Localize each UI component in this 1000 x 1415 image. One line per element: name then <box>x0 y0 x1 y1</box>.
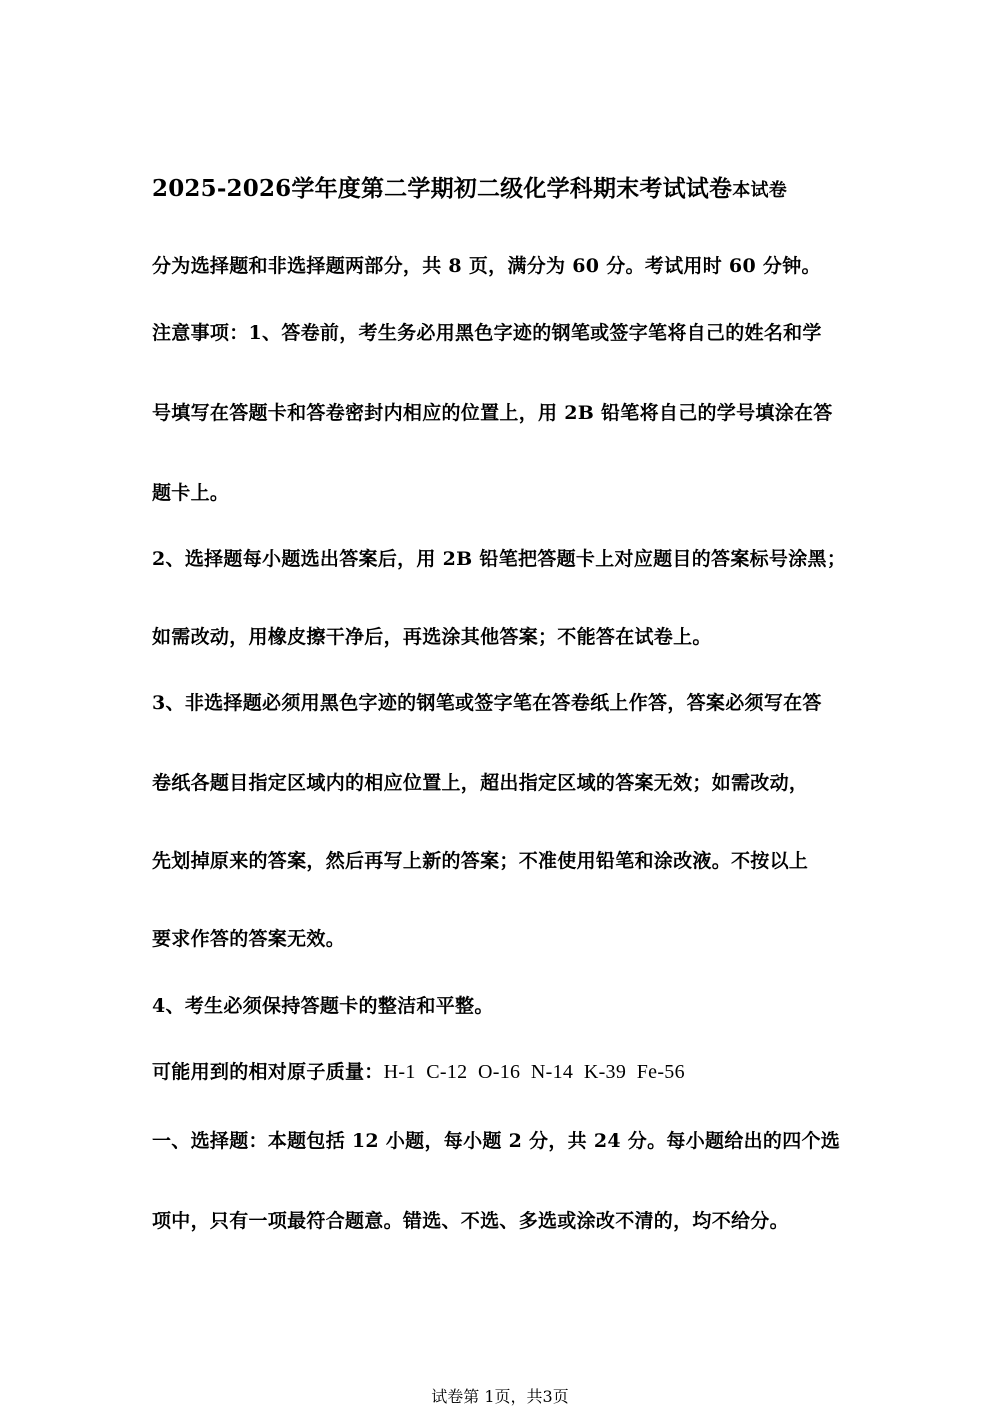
page-footer: 试卷第 1页，共3页 <box>431 1387 569 1406</box>
atomic-mass-label: 可能用到的相对原子质量： <box>152 1061 384 1083</box>
instruction-line: 分为选择题和非选择题两部分，共 8 页，满分为 60 分。考试用时 60 分钟。 <box>152 255 821 277</box>
notice-line: 注意事项：1、答卷前，考生务必用黑色字迹的钢笔或签字笔将自己的姓名和学 <box>152 322 822 344</box>
notice-line: 4、考生必须保持答题卡的整洁和平整。 <box>152 995 494 1017</box>
exam-title-line <box>152 170 787 203</box>
exam-title: 2025-2026学年度第二学期初二级化学科期末考试试卷 <box>152 175 733 202</box>
notice-line: 要求作答的答案无效。 <box>152 928 346 950</box>
section-heading-line: 一、选择题：本题包括 12 小题，每小题 2 分，共 24 分。每小题给出的四个选 <box>152 1130 841 1152</box>
exam-title-tail: 本试卷 <box>732 180 788 201</box>
notice-line: 3、非选择题必须用黑色字迹的钢笔或签字笔在答卷纸上作答，答案必须写在答 <box>152 692 822 714</box>
notice-line: 如需改动，用橡皮擦干净后，再选涂其他答案；不能答在试卷上。 <box>152 626 712 648</box>
notice-line: 题卡上。 <box>152 482 230 504</box>
notice-line: 2、选择题每小题选出答案后，用 2B 铅笔把答题卡上对应题目的答案标号涂黑； <box>152 548 847 570</box>
atomic-mass-values: H-1 C-12 O-16 N-14 K-39 Fe-56 <box>383 1061 685 1083</box>
section-heading-line: 项中，只有一项最符合题意。错选、不选、多选或涂改不清的，均不给分。 <box>152 1210 789 1232</box>
notice-line: 卷纸各题目指定区域内的相应位置上，超出指定区域的答案无效；如需改动， <box>152 772 809 794</box>
atomic-mass-line <box>152 1057 685 1084</box>
notice-line: 号填写在答题卡和答卷密封内相应的位置上，用 2B 铅笔将自己的学号填涂在答 <box>152 402 833 424</box>
notice-line: 先划掉原来的答案，然后再写上新的答案；不准使用铅笔和涂改液。不按以上 <box>152 850 809 872</box>
